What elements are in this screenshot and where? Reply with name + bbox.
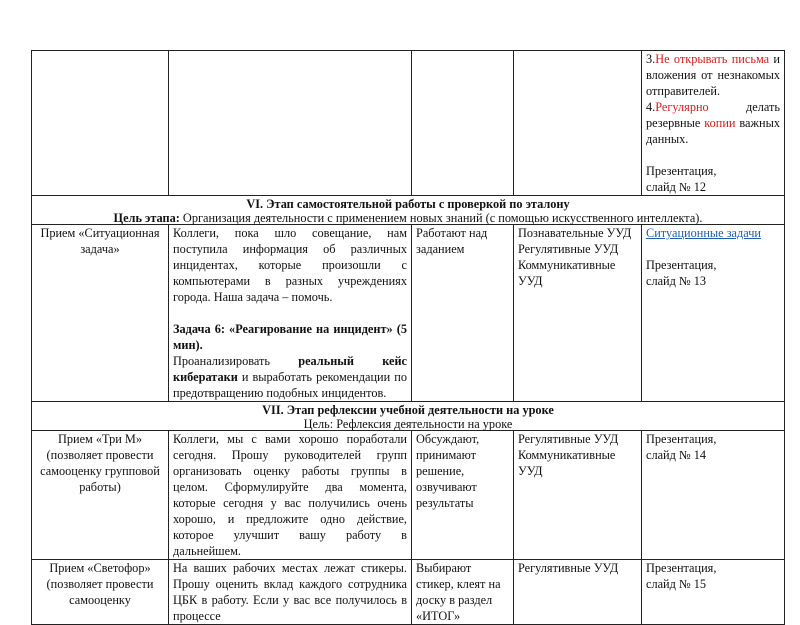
uud-cell [514,560,642,625]
rule-text: делать резервные [646,100,780,130]
section-title: VI. Этап самостоятельной работы с проверкой по эталону [246,197,570,211]
goal-text: Организация деятельности с применением новых знаний (с помощью искусственного интеллекта). [179,211,703,225]
resources-cell [642,431,785,560]
resources-cell [642,225,785,402]
method-cell: Прием «Три М» (позволяет провести самооценку групповой работы) [32,431,169,560]
item-number: 4. [646,100,656,114]
resource-label: Презентация, [646,258,717,272]
item-number: 3. [646,52,656,66]
highlight-text: копии [704,116,736,130]
situational-tasks-link[interactable]: Ситуационные задачи [646,226,762,240]
students-cell: Выбирают стикер, клеят на доску в раздел «ИТОГ» [412,560,514,625]
uud-cell [514,431,642,560]
section-goal: Цель: Рефлексия деятельности на уроке [303,417,513,431]
resource-label: Презентация, [646,164,717,178]
resources-cell [642,560,785,625]
table-row [32,225,785,402]
slide-number: слайд № 14 [646,448,707,462]
uud-item: Познавательные УУД [518,226,632,240]
task-text [173,353,407,401]
uud-item: Коммуникативные УУД [518,258,616,288]
rule-4 [646,99,780,147]
table-row [32,560,785,625]
slide-number: слайд № 13 [646,274,707,288]
students-cell: Обсуждают, принимают решение, озвучивают результаты [412,431,514,560]
section-title: VII. Этап рефлексии учебной деятельности на уроке [262,403,554,417]
section-header-7 [32,402,785,431]
teacher-cell: Коллеги, мы с вами хорошо поработали сегодня. Прошу руководителей групп организовать оценку работы группы в целом. Сформулируйте два момента, которые сегодня у вас получились очень хорошо, и предложите одно действие, которое улучшит вашу работу в дальнейшем. [169,431,412,560]
section-goal [36,212,780,224]
cell-empty [412,51,514,196]
teacher-text: Коллеги, пока шло совещание, нам поступила информация об различных инцидентах, которые произошли с компьютерами в разных учреждениях города. Наша задача – помочь. [173,226,407,304]
lesson-plan-table [31,50,785,625]
uud-item: Регулятивные УУД [518,432,619,446]
cell-resources [642,51,785,196]
slide-number: слайд № 15 [646,577,707,591]
teacher-cell: На ваших рабочих местах лежат стикеры. Прошу оценить вклад каждого сотрудника ЦБК в работу. Если у вас все получилось в процессе [169,560,412,625]
cell-empty [32,51,169,196]
uud-item: Регулятивные УУД [518,561,619,575]
table-row [32,431,785,560]
task-title: Задача 6: «Реагирование на инцидент» (5 мин). [173,322,407,352]
rule-3 [646,51,780,99]
goal-label: Цель этапа: [113,211,180,225]
cell-empty [169,51,412,196]
method-cell: Прием «Ситуационная задача» [32,225,169,402]
resource-label: Презентация, [646,561,717,575]
students-cell: Работают над заданием [412,225,514,402]
task-bold: реальный кейс кибератаки [173,354,407,384]
task-pre: Проанализировать [173,354,299,368]
teacher-cell [169,225,412,402]
slide-number: слайд № 12 [646,180,707,194]
resource-label: Презентация, [646,432,717,446]
method-cell: Прием «Светофор» (позволяет провести самооценку [32,560,169,625]
rule-text: важных данных. [646,116,780,146]
section-header-6 [32,196,785,225]
task-post: и выработать рекомендации по предотвращению подобных инцидентов. [173,370,407,400]
highlight-text: Не открывать письма [655,52,770,66]
cell-empty [514,51,642,196]
uud-cell [514,225,642,402]
uud-item: Регулятивные УУД [518,242,619,256]
highlight-text: Регулярно [655,100,709,114]
table-row [32,51,785,196]
rule-text: и вложения от незнакомых отправителей. [646,52,781,98]
uud-item: Коммуникативные УУД [518,448,616,478]
